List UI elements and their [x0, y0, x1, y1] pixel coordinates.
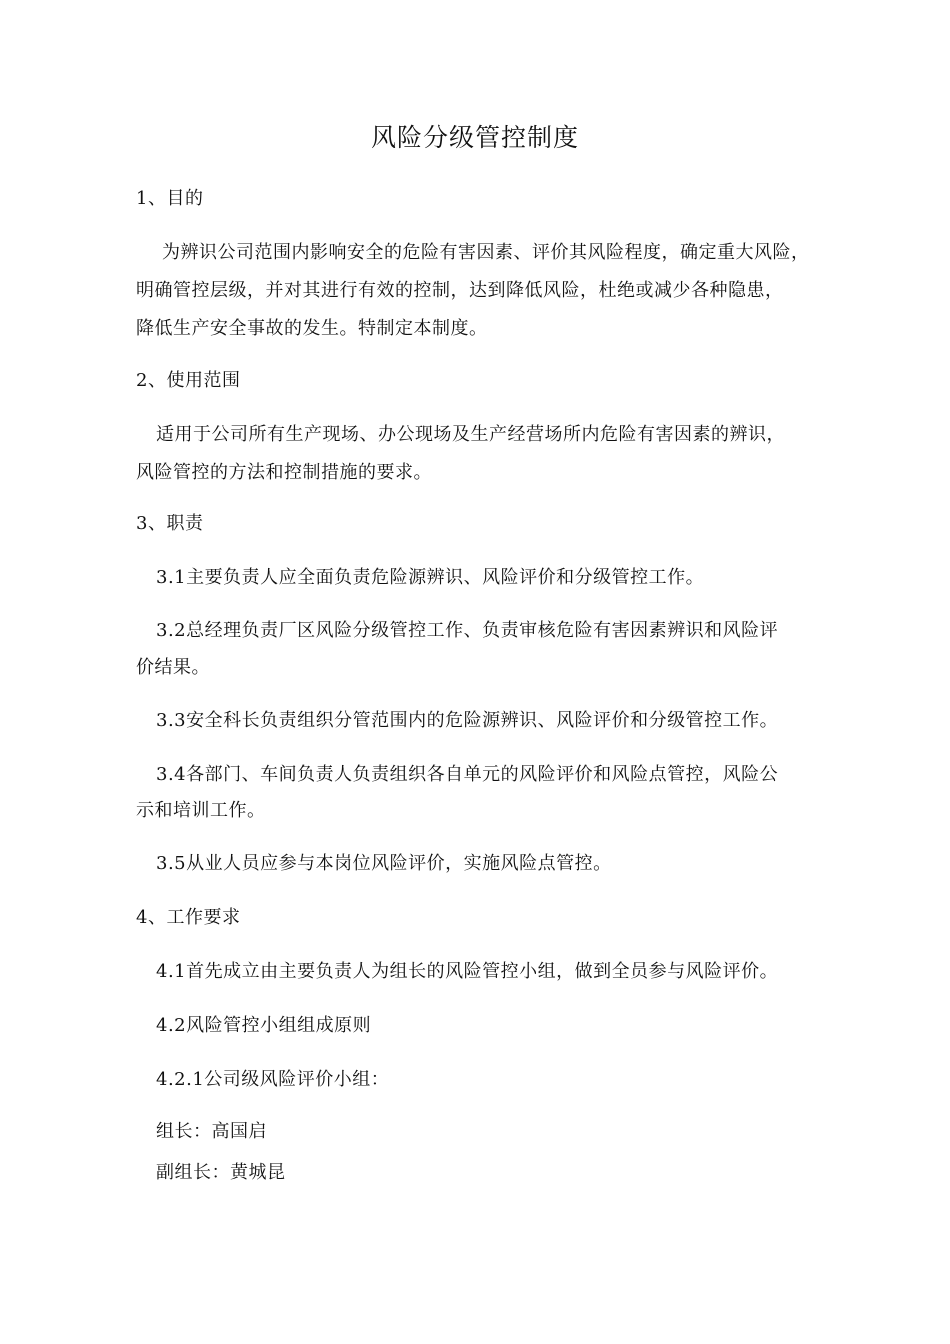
section-2-paragraph-line-2: 风险管控的方法和控制措施的要求。 — [136, 462, 432, 483]
section-4-2: 4.2风险管控小组组成原则 — [156, 1015, 372, 1036]
section-2-paragraph-line-1: 适用于公司所有生产现场、办公现场及生产经营场所内危险有害因素的辨识， — [156, 424, 785, 445]
section-1-paragraph-line-2: 明确管控层级，并对其进行有效的控制，达到降低风险，杜绝或减少各种隐患， — [136, 280, 784, 301]
section-1-paragraph-line-1: 为辨识公司范围内影响安全的危险有害因素、评价其风险程度，确定重大风险， — [162, 242, 810, 263]
group-leader: 组长：高国启 — [156, 1121, 267, 1142]
section-1-heading: 1、目的 — [136, 188, 204, 209]
section-3-1: 3.1主要负责人应全面负责危险源辨识、风险评价和分级管控工作。 — [156, 567, 705, 588]
section-1-paragraph-line-3: 降低生产安全事故的发生。特制定本制度。 — [136, 318, 488, 339]
section-3-4-line-1: 3.4各部门、车间负责人负责组织各自单元的风险评价和风险点管控，风险公 — [156, 764, 779, 785]
section-3-2-line-2: 价结果。 — [136, 657, 210, 678]
section-3-3: 3.3安全科长负责组织分管范围内的危险源辨识、风险评价和分级管控工作。 — [156, 710, 779, 731]
section-4-1: 4.1首先成立由主要负责人为组长的风险管控小组，做到全员参与风险评价。 — [156, 961, 779, 982]
section-4-heading: 4、工作要求 — [136, 907, 241, 928]
section-3-heading: 3、职责 — [136, 513, 204, 534]
section-3-4-line-2: 示和培训工作。 — [136, 800, 266, 821]
section-3-2-line-1: 3.2总经理负责厂区风险分级管控工作、负责审核危险有害因素辨识和风险评 — [156, 620, 779, 641]
group-deputy-leader: 副组长：黄城昆 — [156, 1162, 286, 1183]
section-3-5: 3.5从业人员应参与本岗位风险评价，实施风险点管控。 — [156, 853, 612, 874]
section-4-2-1: 4.2.1公司级风险评价小组： — [156, 1069, 390, 1090]
document-title: 风险分级管控制度 — [370, 123, 579, 152]
section-2-heading: 2、使用范围 — [136, 370, 241, 391]
